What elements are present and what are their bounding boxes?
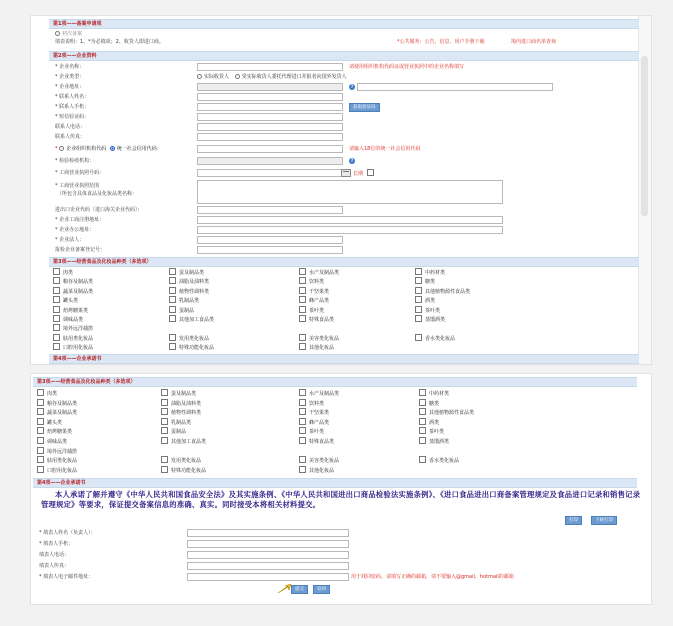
credit-code-radio[interactable]: [110, 146, 115, 151]
company-address-label: * 企业地址：: [55, 84, 85, 90]
category-checkbox[interactable]: [161, 418, 168, 425]
category-label: 油脂及油料类: [179, 279, 210, 286]
calendar-icon[interactable]: [341, 169, 351, 177]
category-checkbox-item[interactable]: [299, 456, 339, 465]
category-checkbox[interactable]: [299, 399, 306, 406]
category-label: 水产及制品类: [309, 270, 340, 276]
category-checkbox[interactable]: [169, 334, 176, 341]
category-label: 植物性调料类: [179, 288, 210, 295]
company-name-input[interactable]: [197, 63, 343, 71]
category-checkbox[interactable]: [161, 408, 168, 415]
category-checkbox[interactable]: [53, 306, 60, 313]
category-checkbox[interactable]: [169, 296, 176, 303]
category-checkbox-item[interactable]: [415, 334, 455, 343]
category-checkbox[interactable]: [161, 437, 168, 444]
category-checkbox-item[interactable]: [169, 343, 214, 352]
category-checkbox-item[interactable]: [161, 427, 186, 436]
category-checkbox[interactable]: [415, 315, 422, 322]
long-term-checkbox[interactable]: [367, 169, 374, 176]
category-checkbox-item[interactable]: [299, 287, 329, 296]
declaration-text: 本人承诺了解并遵守《中华人民共和国食品安全法》及其实施条例、《中华人民共和国进出口商品检验法实施条例》、《进口食品进出口商备案管理规定及食品进口记录和销售记录管理规定》等要求，保证提交备案信息的准确、真实。同时接受本将相关材料提交。: [41, 490, 641, 509]
category-label: 焙烤糖果类: [47, 429, 73, 436]
category-checkbox[interactable]: [299, 466, 306, 473]
inspection-org-select[interactable]: [197, 157, 343, 165]
category-label: 蜂产品类: [309, 298, 330, 305]
category-checkbox-item[interactable]: [53, 324, 93, 333]
category-label: 口腔用化妆品: [63, 345, 94, 352]
public-service-link[interactable]: *公共服务：公告、信息、用户手册下载: [397, 39, 485, 45]
category-label: 调味品类: [47, 439, 68, 445]
category-checkbox-item[interactable]: [161, 399, 201, 408]
help-icon[interactable]: ?: [350, 158, 354, 163]
category-label: 饮料类: [309, 400, 325, 407]
category-checkbox[interactable]: [419, 437, 426, 444]
category-label: 蒸馏酒类: [429, 439, 450, 445]
section2-header: 第2项——企业资料: [49, 51, 639, 61]
category-label: 特殊功能化妆品: [171, 467, 207, 474]
category-checkbox[interactable]: [299, 306, 306, 313]
category-checkbox[interactable]: [37, 437, 44, 444]
category-label: 中药材类: [425, 270, 446, 276]
category-checkbox-item[interactable]: [37, 466, 77, 475]
category-label: 境外远洋捕捞: [47, 448, 78, 455]
category-checkbox[interactable]: [415, 287, 422, 294]
category-checkbox-item[interactable]: [299, 315, 334, 324]
category-label: 糖类: [425, 279, 436, 286]
get-code-button[interactable]: 获取验证码: [349, 103, 380, 112]
category-label: 乳制品类: [171, 419, 192, 426]
category-checkbox[interactable]: [161, 427, 168, 434]
category-checkbox[interactable]: [299, 427, 306, 434]
company-name-hint: 请使用组织机构代码证或营业执照中的企业名称填写: [349, 64, 465, 70]
category-label: 特殊功能化妆品: [179, 345, 215, 352]
signer-phone-label: * 填表人手机：: [39, 541, 74, 547]
signer-phone-input[interactable]: [187, 540, 349, 548]
category-checkbox[interactable]: [37, 389, 44, 396]
category-checkbox[interactable]: [299, 456, 306, 463]
category-label: 其他加工食品类: [171, 439, 207, 445]
signer-name-label: * 填表人姓名（负责人）：: [39, 530, 96, 536]
category-checkbox[interactable]: [37, 427, 44, 434]
legal-person-input[interactable]: [197, 236, 343, 244]
category-checkbox[interactable]: [169, 268, 176, 275]
signer-name-input[interactable]: [187, 529, 349, 537]
category-checkbox[interactable]: [37, 408, 44, 415]
category-checkbox[interactable]: [53, 343, 60, 350]
port-label: 进出口企业代码（进口海关企业代码）：: [55, 207, 143, 213]
category-label: 其他加工食品类: [179, 317, 215, 323]
business-scope-sub: （所包含具体食品及化妆品类名称：: [57, 191, 138, 197]
category-checkbox-item[interactable]: [415, 287, 470, 296]
signer-email-hint: 用于找回密码，请填写正确的邮箱，请不要输入@gmail、hotmail的邮箱: [351, 574, 514, 580]
category-label: 其他植物源性食品类: [425, 288, 471, 295]
category-label: 蛋制品: [179, 307, 195, 314]
org-code-options: [55, 145, 162, 153]
org-code-radio[interactable]: [59, 146, 64, 151]
category-checkbox-item[interactable]: [299, 296, 329, 305]
category-checkbox[interactable]: [53, 296, 60, 303]
category-label: 肉类: [47, 391, 58, 397]
category-checkbox[interactable]: [419, 456, 426, 463]
category-checkbox-item[interactable]: [37, 418, 62, 427]
signer-email-input[interactable]: [187, 573, 349, 581]
category-checkbox[interactable]: [415, 306, 422, 313]
signer-email-label: * 填表人电子邮件地址：: [39, 574, 94, 580]
category-checkbox-item[interactable]: [53, 277, 93, 286]
category-checkbox[interactable]: [53, 287, 60, 294]
category-checkbox-item[interactable]: [53, 315, 83, 324]
category-label: 粮谷及制品类: [63, 279, 94, 286]
category-checkbox[interactable]: [299, 277, 306, 284]
category-label: 其他植物源性食品类: [429, 410, 475, 417]
category-checkbox[interactable]: [415, 334, 422, 341]
category-checkbox-item[interactable]: [161, 466, 206, 475]
company-type-options: [197, 73, 347, 81]
category-label: 蛋及制品类: [171, 391, 197, 397]
category-checkbox[interactable]: [415, 296, 422, 303]
category-checkbox[interactable]: [37, 418, 44, 425]
category-checkbox-item[interactable]: [299, 408, 329, 417]
category-checkbox-item[interactable]: [419, 389, 449, 398]
category-checkbox-item[interactable]: [415, 315, 445, 324]
category-checkbox-item[interactable]: [169, 334, 209, 343]
category-checkbox-item[interactable]: [299, 306, 324, 315]
category-label: 美容类化妆品: [309, 335, 340, 342]
category-label: 干坚果类: [309, 410, 330, 417]
category-label: 肉类: [63, 270, 74, 276]
category-checkbox-item[interactable]: [161, 437, 206, 446]
category-label: 水产及制品类: [309, 391, 340, 397]
submit-button[interactable]: 提交: [291, 585, 308, 594]
type-actual-label: 实际收货人: [204, 74, 230, 80]
first-filing-radio[interactable]: [55, 31, 60, 36]
category-checkbox-item[interactable]: [37, 456, 77, 465]
section3-header: 第3项——经营食品及化妆品种类（多选项）: [33, 377, 637, 387]
company-address-select[interactable]: [197, 83, 343, 91]
org-code-radio-label: 企业组织机构代码: [66, 146, 107, 152]
category-checkbox[interactable]: [37, 456, 44, 463]
category-label: 境外远洋捕捞: [63, 326, 94, 333]
print-button[interactable]: 打印: [565, 516, 582, 525]
category-checkbox[interactable]: [161, 389, 168, 396]
category-label: 茶叶类: [425, 307, 441, 314]
company-type-label: * 企业类型：: [55, 74, 85, 80]
category-label: 植物性调料类: [171, 410, 202, 417]
category-checkbox-item[interactable]: [415, 277, 435, 286]
download-print-button[interactable]: 下载打印: [591, 516, 617, 525]
category-label: 茶叶类: [429, 429, 445, 436]
category-checkbox[interactable]: [299, 268, 306, 275]
help-icon[interactable]: ?: [350, 84, 354, 89]
category-label: 特殊食品类: [309, 317, 335, 323]
category-label: 饮料类: [309, 279, 325, 286]
category-checkbox[interactable]: [169, 287, 176, 294]
category-checkbox-item[interactable]: [299, 334, 339, 343]
category-checkbox[interactable]: [169, 343, 176, 350]
category-checkbox[interactable]: [169, 306, 176, 313]
sms-code-input[interactable]: [197, 113, 343, 121]
category-checkbox[interactable]: [161, 399, 168, 406]
category-checkbox[interactable]: [299, 437, 306, 444]
category-label: 调味品类: [63, 317, 84, 323]
category-label: 蛋制品: [171, 429, 187, 436]
contact-tel-label: 联系人电话：: [55, 124, 86, 130]
category-checkbox-item[interactable]: [419, 427, 444, 436]
category-label: 蒸馏酒类: [425, 317, 446, 323]
credit-code-hint: 请输入18位的统一社会信用代码: [349, 146, 421, 152]
business-scope-textarea[interactable]: [197, 180, 503, 204]
category-label: 酒类: [429, 419, 440, 426]
category-checkbox[interactable]: [419, 408, 426, 415]
category-checkbox-item[interactable]: [169, 296, 199, 305]
category-checkbox[interactable]: [419, 389, 426, 396]
category-checkbox-item[interactable]: [53, 287, 93, 296]
long-term-label: 长期: [353, 171, 364, 177]
port-input[interactable]: [197, 206, 343, 214]
category-label: 中药材类: [429, 391, 450, 397]
category-checkbox-item[interactable]: [37, 437, 67, 446]
category-label: 香水类化妆品: [425, 335, 456, 342]
category-checkbox-item[interactable]: [299, 277, 324, 286]
category-checkbox-item[interactable]: [299, 389, 339, 398]
category-checkbox[interactable]: [419, 427, 426, 434]
form-panel-bottom: [30, 373, 652, 605]
signer-tel-label: 填表人电话：: [39, 552, 70, 558]
reg-address-label: * 企业工商注册地址：: [55, 217, 105, 223]
record-no-label: 报检企业备案登记号：: [55, 247, 106, 253]
category-checkbox-item[interactable]: [419, 437, 449, 446]
org-code-required: *: [55, 146, 60, 152]
category-label: 其他化妆品: [309, 467, 335, 474]
category-checkbox-item[interactable]: [419, 399, 439, 408]
category-checkbox[interactable]: [169, 315, 176, 322]
category-checkbox[interactable]: [161, 466, 168, 473]
category-label: 干坚果类: [309, 288, 330, 295]
contact-fax-label: 联系人传真：: [55, 134, 86, 140]
category-checkbox-item[interactable]: [37, 408, 77, 417]
category-checkbox[interactable]: [161, 456, 168, 463]
category-checkbox-item[interactable]: [299, 437, 334, 446]
category-checkbox-item[interactable]: [37, 389, 57, 398]
category-label: 蛋及制品类: [179, 270, 205, 276]
category-label: 罐头类: [47, 419, 63, 426]
category-checkbox[interactable]: [53, 315, 60, 322]
category-label: 香水类化妆品: [429, 458, 460, 465]
section4-header-top: 第4项——企业承诺书: [49, 354, 639, 364]
category-checkbox-item[interactable]: [299, 268, 339, 277]
category-checkbox-item[interactable]: [419, 408, 474, 417]
category-checkbox[interactable]: [299, 315, 306, 322]
sms-code-label: * 短信验证码：: [55, 114, 90, 120]
license-no-label: * 工商营业执照号码：: [55, 170, 105, 176]
importer-list-link[interactable]: 境内进口商名单查询: [511, 39, 557, 45]
signer-fax-label: 填表人传真：: [39, 563, 70, 569]
category-checkbox[interactable]: [37, 466, 44, 473]
category-checkbox[interactable]: [53, 268, 60, 275]
signer-fax-input[interactable]: [187, 562, 349, 570]
reg-address-input[interactable]: [197, 216, 503, 224]
category-checkbox[interactable]: [419, 418, 426, 425]
category-checkbox-item[interactable]: [415, 306, 440, 315]
category-checkbox-item[interactable]: [299, 399, 324, 408]
first-filing-label: 初次备案: [62, 31, 83, 37]
category-checkbox[interactable]: [415, 277, 422, 284]
category-checkbox[interactable]: [299, 343, 306, 350]
category-checkbox[interactable]: [299, 334, 306, 341]
office-address-input[interactable]: [197, 226, 503, 234]
credit-code-input[interactable]: [197, 145, 343, 153]
category-checkbox-item[interactable]: [161, 418, 191, 427]
category-checkbox-item[interactable]: [37, 399, 77, 408]
scrollbar-thumb[interactable]: [641, 56, 648, 216]
category-label: 蜂产品类: [309, 419, 330, 426]
category-label: 茶叶类: [309, 307, 325, 314]
category-checkbox[interactable]: [299, 287, 306, 294]
category-checkbox-item[interactable]: [37, 427, 72, 436]
category-checkbox-item[interactable]: [53, 306, 88, 315]
contact-tel-input[interactable]: [197, 123, 343, 131]
category-label: 油脂及油料类: [171, 400, 202, 407]
category-label: 罐头类: [63, 298, 79, 305]
category-checkbox-item[interactable]: [169, 268, 204, 277]
category-label: 发用类化妆品: [171, 458, 202, 465]
company-name-label: * 企业名称：: [55, 64, 85, 70]
contact-phone-label: * 联系人手机：: [55, 104, 90, 110]
category-label: 蔬菜及制品类: [47, 410, 78, 417]
category-checkbox-item[interactable]: [169, 306, 194, 315]
type-agent-radio[interactable]: [235, 74, 240, 79]
company-address-input[interactable]: [357, 83, 553, 91]
first-filing-option[interactable]: [55, 30, 82, 38]
category-checkbox-item[interactable]: [299, 343, 334, 352]
contact-phone-input[interactable]: [197, 103, 343, 111]
category-checkbox-item[interactable]: [169, 315, 214, 324]
category-checkbox[interactable]: [37, 399, 44, 406]
office-address-label: * 企业办公地址：: [55, 227, 95, 233]
category-checkbox[interactable]: [53, 277, 60, 284]
category-checkbox[interactable]: [299, 418, 306, 425]
category-checkbox[interactable]: [53, 334, 60, 341]
credit-code-radio-label: 统一社会信用代码：: [116, 146, 162, 152]
category-label: 肤用类化妆品: [63, 335, 94, 342]
category-label: 焙烤糖果类: [63, 307, 89, 314]
back-button[interactable]: 返回: [313, 585, 330, 594]
category-checkbox-item[interactable]: [419, 456, 459, 465]
category-checkbox-item[interactable]: [419, 418, 439, 427]
category-checkbox-item[interactable]: [169, 277, 209, 286]
category-label: 蔬菜及制品类: [63, 288, 94, 295]
category-checkbox-item[interactable]: [161, 456, 201, 465]
type-agent-label: 受实际收货人委托代理进口并报者向国外发货人: [241, 74, 347, 80]
inspection-org-label: * 检验检疫机构：: [55, 158, 95, 164]
category-checkbox[interactable]: [419, 399, 426, 406]
category-checkbox-item[interactable]: [161, 408, 201, 417]
contact-name-input[interactable]: [197, 93, 343, 101]
category-checkbox[interactable]: [37, 447, 44, 454]
section3-header: 第3项——经营食品及化妆品种类（多选项）: [49, 257, 639, 267]
category-checkbox-item[interactable]: [53, 296, 78, 305]
scrollbar[interactable]: [638, 16, 651, 364]
category-checkbox[interactable]: [299, 389, 306, 396]
category-checkbox-item[interactable]: [169, 287, 209, 296]
category-label: 特殊食品类: [309, 439, 335, 445]
category-checkbox[interactable]: [299, 296, 306, 303]
form-panel-top: [30, 15, 652, 365]
signer-tel-input[interactable]: [187, 551, 349, 559]
category-checkbox-item[interactable]: [161, 389, 196, 398]
category-checkbox[interactable]: [415, 268, 422, 275]
category-label: 口腔用化妆品: [47, 467, 78, 474]
category-checkbox[interactable]: [169, 277, 176, 284]
contact-name-label: * 联系人姓名：: [55, 94, 90, 100]
category-checkbox[interactable]: [53, 324, 60, 331]
category-checkbox-item[interactable]: [53, 334, 93, 343]
category-label: 糖类: [429, 400, 440, 407]
license-no-input[interactable]: [197, 169, 343, 177]
category-label: 粮谷及制品类: [47, 400, 78, 407]
category-label: 乳制品类: [179, 298, 200, 305]
category-checkbox-item[interactable]: [53, 268, 73, 277]
form-notes: 填表说明：1、*为必填项；2、收货人即进口商。: [55, 39, 164, 45]
category-label: 发用类化妆品: [179, 335, 210, 342]
category-checkbox-item[interactable]: [299, 427, 324, 436]
record-no-input[interactable]: [197, 246, 343, 254]
category-checkbox[interactable]: [299, 408, 306, 415]
long-term-option[interactable]: [353, 169, 377, 177]
category-checkbox-item[interactable]: [299, 418, 329, 427]
type-actual-radio[interactable]: [197, 74, 202, 79]
category-checkbox-item[interactable]: [53, 343, 93, 352]
legal-person-label: * 企业法人：: [55, 237, 85, 243]
category-label: 美容类化妆品: [309, 458, 340, 465]
section4-header: 第4项——企业承诺书: [33, 478, 637, 488]
contact-fax-input[interactable]: [197, 133, 343, 141]
category-checkbox-item[interactable]: [415, 296, 435, 305]
category-checkbox-item[interactable]: [37, 447, 77, 456]
category-label: 茶叶类: [309, 429, 325, 436]
category-checkbox-item[interactable]: [415, 268, 445, 277]
section1-header: 第1项——备案申请项: [49, 19, 639, 29]
business-scope-label: * 工商营业执照范围: [55, 183, 100, 189]
category-checkbox-item[interactable]: [299, 466, 334, 475]
category-label: 肤用类化妆品: [47, 458, 78, 465]
category-label: 酒类: [425, 298, 436, 305]
category-label: 其他化妆品: [309, 345, 335, 352]
